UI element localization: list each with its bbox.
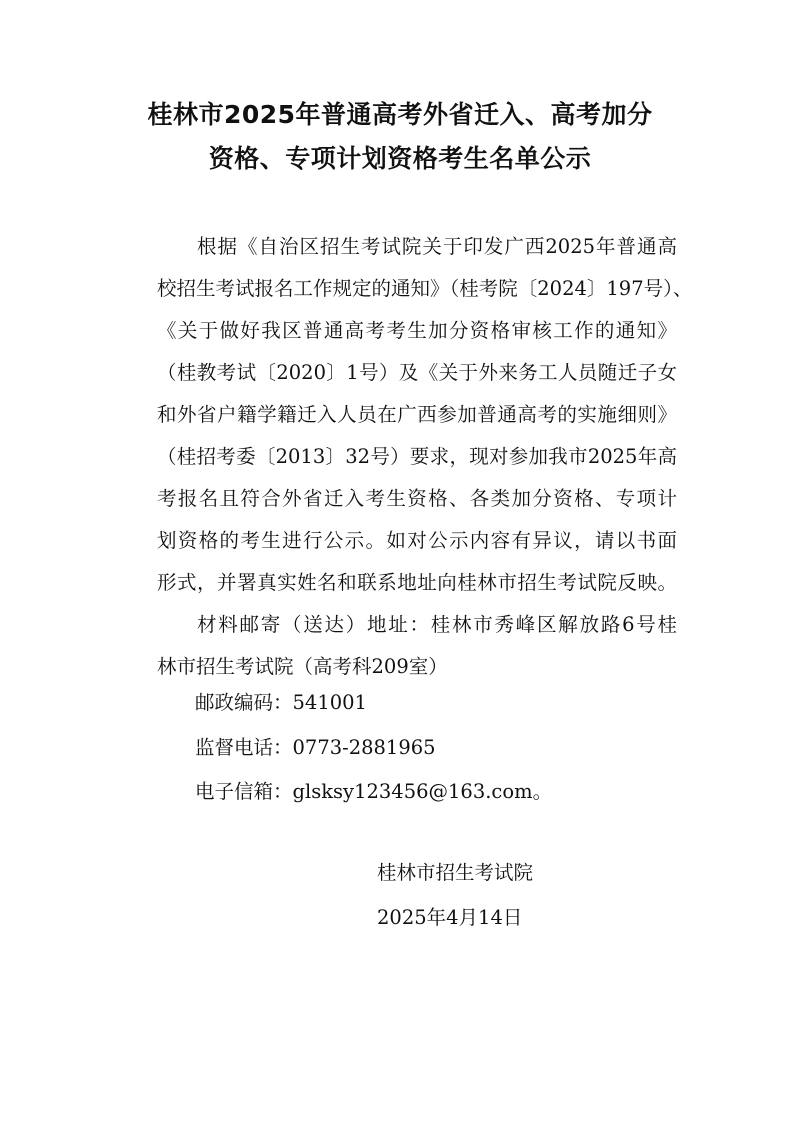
title-line-2: 资格、专项计划资格考生名单公示 bbox=[208, 144, 592, 173]
body-line: 形式，并署真实姓名和联系地址向桂林市招生考试院反映。 bbox=[157, 571, 677, 594]
signature-organization: 桂林市招生考试院 bbox=[377, 861, 534, 884]
address-line: 林市招生考试院（高考科209室） bbox=[157, 655, 448, 678]
body-line: （桂教考试〔2020〕1号）及《关于外来务工人员随迁子女 bbox=[157, 361, 677, 384]
body-line: （桂招考委〔2013〕32号）要求，现对参加我市2025年高 bbox=[157, 445, 677, 468]
body-line: 和外省户籍学籍迁入人员在广西参加普通高考的实施细则》 bbox=[157, 403, 677, 426]
email-address: 电子信箱：glsksy123456@163.com。 bbox=[195, 780, 553, 803]
title-line-1: 桂林市2025年普通高考外省迁入、高考加分 bbox=[147, 100, 653, 129]
body-line: 根据《自治区招生考试院关于印发广西2025年普通高 bbox=[197, 235, 677, 258]
body-line: 划资格的考生进行公示。如对公示内容有异议，请以书面 bbox=[157, 529, 677, 552]
postcode: 邮政编码：541001 bbox=[195, 691, 367, 714]
address-line: 材料邮寄（送达）地址：桂林市秀峰区解放路6号桂 bbox=[197, 613, 677, 636]
signature-date: 2025年4月14日 bbox=[377, 906, 523, 929]
notice-body bbox=[157, 226, 693, 688]
body-line: 校招生考试报名工作规定的通知》（桂考院〔2024〕197号）、 bbox=[157, 277, 693, 300]
body-line: 考报名且符合外省迁入考生资格、各类加分资格、专项计 bbox=[157, 487, 677, 510]
supervision-phone: 监督电话：0773-2881965 bbox=[195, 736, 436, 759]
body-line: 《关于做好我区普通高考考生加分资格审核工作的通知》 bbox=[157, 319, 677, 342]
